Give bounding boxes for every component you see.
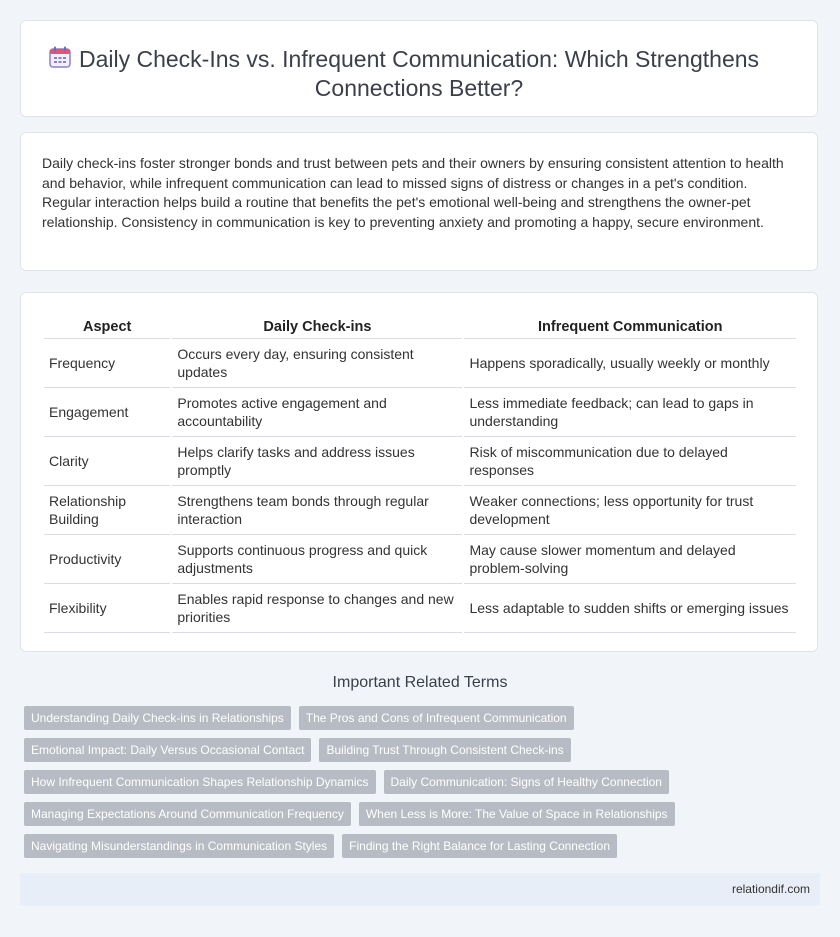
- table-row: [44, 584, 796, 633]
- cell-infrequent: May cause slower momentum and delayed problem-solving: [464, 535, 796, 584]
- cell-infrequent: Weaker connections; less opportunity for trust development: [464, 486, 796, 535]
- related-term-tag[interactable]: Daily Communication: Signs of Healthy Connection: [384, 770, 669, 794]
- related-term-tag[interactable]: The Pros and Cons of Infrequent Communication: [299, 706, 574, 730]
- footer: [20, 873, 820, 906]
- table-row: [44, 486, 796, 535]
- cell-daily: Helps clarify tasks and address issues promptly: [172, 437, 462, 486]
- related-term-tag[interactable]: Navigating Misunderstandings in Communication Styles: [24, 834, 334, 858]
- cell-infrequent: Less adaptable to sudden shifts or emerging issues: [464, 584, 796, 633]
- cell-infrequent: Happens sporadically, usually weekly or monthly: [464, 339, 796, 388]
- related-terms-title: Important Related Terms: [332, 674, 508, 691]
- comparison-table: [42, 316, 798, 633]
- cell-aspect: Clarity: [44, 437, 170, 486]
- related-term-tag[interactable]: When Less is More: The Value of Space in Relationships: [359, 802, 675, 826]
- related-term-tag[interactable]: Building Trust Through Consistent Check-ins: [319, 738, 570, 762]
- related-terms-list: [24, 706, 684, 858]
- related-term-tag[interactable]: Emotional Impact: Daily Versus Occasional Contact: [24, 738, 311, 762]
- header-infrequent: Infrequent Communication: [464, 316, 796, 339]
- page-title: Daily Check-Ins vs. Infrequent Communication: Which Strengthens Connections Better?: [78, 46, 760, 101]
- cell-daily: Supports continuous progress and quick adjustments: [172, 535, 462, 584]
- related-term-tag[interactable]: Managing Expectations Around Communication Frequency: [24, 802, 351, 826]
- cell-daily: Strengthens team bonds through regular interaction: [172, 486, 462, 535]
- table-header-row: [44, 316, 796, 339]
- cell-daily: Enables rapid response to changes and new priorities: [172, 584, 462, 633]
- cell-daily: Promotes active engagement and accountability: [172, 388, 462, 437]
- intro-text: Daily check-ins foster stronger bonds and trust between pets and their owners by ensuring consistent attention to health and behavior, while infrequent communication can lead to missed signs of distress or changes in a pet's condition. Regular interaction helps build a routine that benefits the pet's emotional well-being and strengthens the owner-pet relationship. Consistency in communication is key to preventing anxiety and promoting a happy, secure environment.: [42, 155, 784, 230]
- comparison-card: [20, 292, 818, 652]
- cell-aspect: Relationship Building: [44, 486, 170, 535]
- footer-site-link[interactable]: relationdif.com: [731, 882, 810, 896]
- intro-card: [20, 132, 818, 271]
- table-row: [44, 535, 796, 584]
- related-term-tag[interactable]: Understanding Daily Check-ins in Relationships: [24, 706, 291, 730]
- related-term-tag[interactable]: Finding the Right Balance for Lasting Connection: [342, 834, 617, 858]
- table-row: [44, 388, 796, 437]
- table-row: [44, 339, 796, 388]
- header-aspect: Aspect: [44, 316, 170, 339]
- cell-infrequent: Less immediate feedback; can lead to gaps in understanding: [464, 388, 796, 437]
- table-row: [44, 437, 796, 486]
- cell-aspect: Engagement: [44, 388, 170, 437]
- cell-infrequent: Risk of miscommunication due to delayed responses: [464, 437, 796, 486]
- cell-aspect: Productivity: [44, 535, 170, 584]
- header-daily: Daily Check-ins: [172, 316, 462, 339]
- cell-daily: Occurs every day, ensuring consistent updates: [172, 339, 462, 388]
- cell-aspect: Flexibility: [44, 584, 170, 633]
- header-card: [20, 20, 818, 117]
- related-term-tag[interactable]: How Infrequent Communication Shapes Relationship Dynamics: [24, 770, 376, 794]
- cell-aspect: Frequency: [44, 339, 170, 388]
